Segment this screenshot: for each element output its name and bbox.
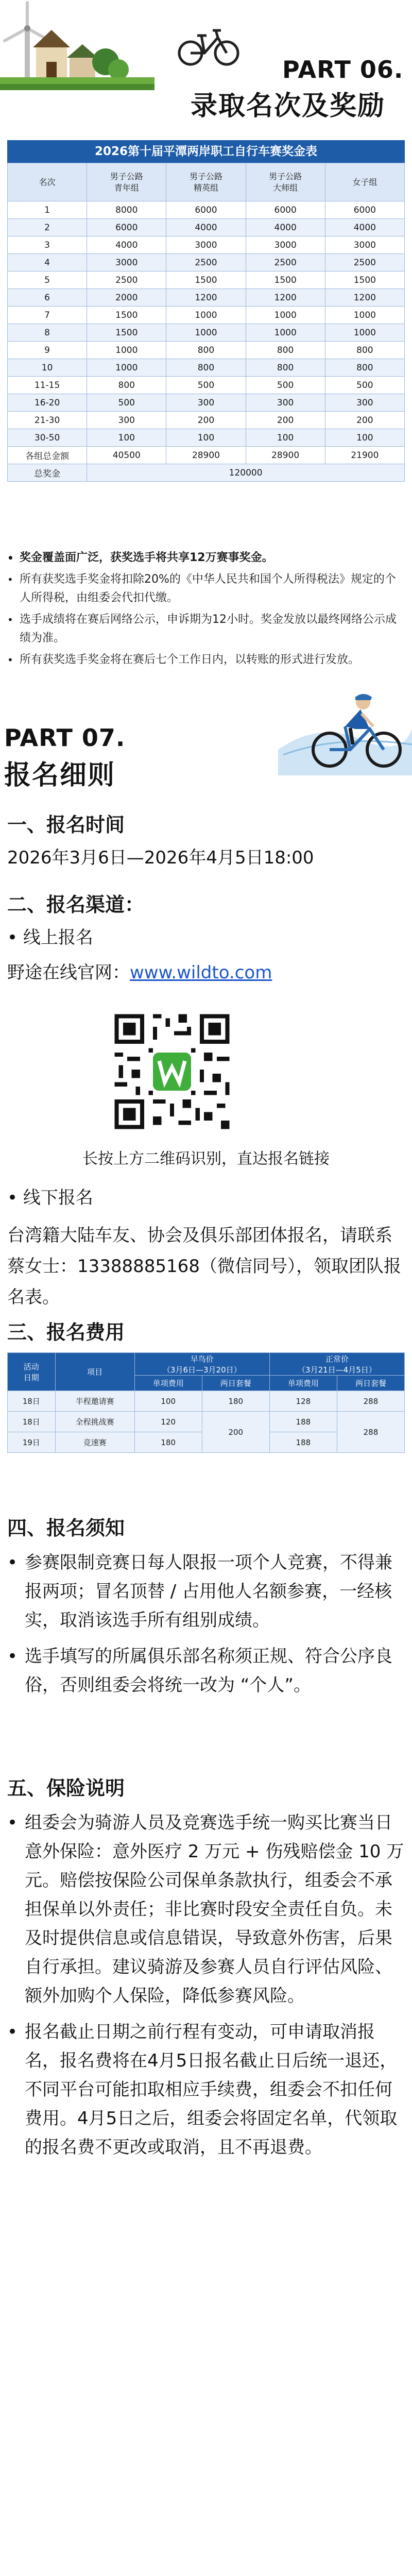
prize-amount-cell: 8000: [87, 201, 166, 219]
prize-rank-cell: 10: [8, 359, 87, 377]
prize-amount-cell: 4000: [87, 236, 166, 254]
prize-amount-cell: 300: [325, 394, 404, 412]
prize-amount-cell: 1000: [87, 359, 166, 377]
prize-amount-cell: 100: [325, 429, 404, 447]
reg-offline-label: • 线下报名: [7, 1188, 93, 1208]
fee-cell: 竞速赛: [55, 1432, 134, 1453]
reg-channel-title: 二、报名渠道：: [7, 893, 145, 916]
note-text: 所有获奖选手奖金将扣除20%的《中华人民共和国个人所得税法》规定的个人所得税，由组委会代扣代缴。: [20, 573, 396, 604]
windmill-house-illustration: [0, 0, 154, 90]
prize-head-cell: 男子公路 大师组: [246, 163, 325, 201]
prize-table-caption: 2026第十届平潭两岸职工自行车赛奖金表: [7, 140, 405, 163]
list-item: [7, 651, 405, 669]
prize-rank-cell: 5: [8, 272, 87, 289]
prize-table: [7, 140, 405, 482]
fee-cell: 18日: [8, 1391, 56, 1412]
prize-amount-cell: 200: [166, 412, 246, 429]
table-row: [8, 254, 405, 272]
fee-head-normal-combo: 两日套餐: [337, 1376, 404, 1391]
prize-head-cell: 女子组: [325, 163, 404, 201]
prize-amount-cell: 1000: [166, 307, 246, 324]
prize-amount-cell: 2500: [246, 254, 325, 272]
reg-notice-title: 四、报名须知: [7, 1517, 125, 1539]
prize-amount-cell: 1200: [246, 289, 325, 307]
bullet-icon: •: [7, 552, 14, 564]
prize-amount-cell: 100: [246, 429, 325, 447]
table-row: [8, 359, 405, 377]
prize-amount-cell: 200: [325, 412, 404, 429]
prize-amount-cell: 1500: [87, 307, 166, 324]
prize-amount-cell: 1000: [246, 324, 325, 342]
fee-cell: 半程邀请赛: [55, 1391, 134, 1412]
list-item: [7, 1808, 405, 2010]
fee-cell: 180: [134, 1432, 202, 1453]
fee-table: [7, 1352, 405, 1453]
part06-title: 录取名次及奖励: [191, 91, 386, 122]
table-row: [8, 272, 405, 289]
reg-time-title: 一、报名时间: [7, 814, 125, 836]
prize-amount-cell: 1500: [325, 272, 404, 289]
list-item: [7, 611, 405, 648]
part07-label: PART 07.: [4, 724, 126, 752]
prize-rank-cell: 7: [8, 307, 87, 324]
prize-amount-cell: 3000: [87, 254, 166, 272]
fee-cell: 188: [269, 1432, 337, 1453]
prize-rank-cell: 16-20: [8, 394, 87, 412]
bullet-icon: •: [7, 614, 13, 626]
table-row: [8, 201, 405, 219]
bullet-icon: •: [7, 1812, 18, 1833]
reg-online-label: • 线上报名: [7, 927, 93, 948]
note-text: 选手成绩将在赛后网络公示，申诉期为12小时。奖金发放以最终网络公示成绩为准。: [20, 613, 397, 645]
list-item: [7, 549, 405, 567]
reg-fee-title: 三、报名费用: [7, 1321, 125, 1344]
prize-amount-cell: 21900: [325, 447, 404, 464]
qr-code-image[interactable]: [110, 1010, 234, 1133]
prize-amount-cell: 200: [246, 412, 325, 429]
bullet-icon: •: [7, 573, 13, 586]
qr-hint: 长按上方二维码识别，直达报名链接: [82, 1150, 330, 1168]
prize-amount-cell: 4000: [325, 219, 404, 236]
reg-offline-text: 台湾籍大陆车友、协会及俱乐部团体报名，请联系蔡女士：13388885168（微信同号），领取团队报名表。: [7, 1225, 401, 1308]
fee-cell: 120: [134, 1412, 202, 1432]
prize-amount-cell: 500: [166, 377, 246, 394]
prize-amount-cell: 3000: [325, 236, 404, 254]
prize-amount-cell: 100: [166, 429, 246, 447]
prize-amount-cell: 2500: [87, 272, 166, 289]
prize-rank-cell: 6: [8, 289, 87, 307]
bullet-icon: •: [7, 1646, 18, 1667]
prize-amount-cell: 300: [166, 394, 246, 412]
insurance-title: 五、保险说明: [7, 1777, 125, 1800]
reg-time-text: 2026年3月6日—2026年4月5日18:00: [7, 848, 314, 868]
table-row: [8, 394, 405, 412]
fee-cell: 19日: [8, 1432, 56, 1453]
fee-cell: 180: [202, 1391, 269, 1412]
prize-amount-cell: 3000: [246, 236, 325, 254]
prize-amount-cell: 500: [325, 377, 404, 394]
prize-amount-cell: 300: [246, 394, 325, 412]
table-row: [8, 219, 405, 236]
fee-head-normal: 正常价 （3月21日—4月5日）: [269, 1353, 404, 1376]
prize-amount-cell: 1000: [166, 324, 246, 342]
list-item: [7, 2018, 405, 2162]
prize-amount-cell: 3000: [166, 236, 246, 254]
prize-amount-cell: 1000: [325, 307, 404, 324]
bullet-icon: •: [7, 2022, 18, 2042]
prize-amount-cell: 100: [87, 429, 166, 447]
list-item: [7, 570, 405, 607]
prize-total-label: 总奖金: [8, 464, 87, 482]
prize-amount-cell: 1000: [87, 342, 166, 359]
prize-amount-cell: 1000: [246, 307, 325, 324]
prize-amount-cell: 300: [87, 412, 166, 429]
list-item: [7, 1548, 405, 1635]
list-item-text: 参赛限制竞赛日每人限报一项个人竞赛，不得兼报两项；冒名顶替 / 占用他人名额参赛，一经核实，取消该选手所有组别成绩。: [25, 1552, 392, 1631]
table-row: [8, 324, 405, 342]
fee-cell: 100: [134, 1391, 202, 1412]
prize-amount-cell: 800: [87, 377, 166, 394]
prize-notes: [7, 549, 405, 672]
prize-head-cell: 男子公路 青年组: [87, 163, 166, 201]
fee-cell: 全程挑战赛: [55, 1412, 134, 1432]
fee-head-early-combo: 两日套餐: [202, 1376, 269, 1391]
table-row: [8, 377, 405, 394]
table-row: [8, 342, 405, 359]
prize-amount-cell: 2500: [166, 254, 246, 272]
prize-amount-cell: 800: [166, 342, 246, 359]
road-cyclist-illustration: [278, 672, 412, 775]
fee-head-normal-single: 单项费用: [269, 1376, 337, 1391]
fee-cell: 18日: [8, 1412, 56, 1432]
prize-amount-cell: 1200: [166, 289, 246, 307]
fee-cell: 188: [269, 1412, 337, 1432]
reg-site-prefix: 野途在线官网：: [7, 962, 130, 983]
reg-notice-list: [7, 1548, 405, 1707]
prize-amount-cell: 1500: [166, 272, 246, 289]
fee-cell: 288: [337, 1412, 404, 1453]
prize-amount-cell: 4000: [166, 219, 246, 236]
prize-head-cell: 名次: [8, 163, 87, 201]
prize-rank-cell: 各组总金额: [8, 447, 87, 464]
bullet-icon: •: [7, 654, 13, 666]
list-item: [7, 1642, 405, 1700]
note-text: 奖金覆盖面广泛，获奖选手将共享12万赛事奖金。: [20, 551, 273, 564]
prize-amount-cell: 800: [246, 359, 325, 377]
prize-amount-cell: 2500: [325, 254, 404, 272]
fee-cell: 200: [202, 1412, 269, 1453]
prize-amount-cell: 1200: [325, 289, 404, 307]
table-row: [8, 236, 405, 254]
fee-cell: 288: [337, 1391, 404, 1412]
table-row: [8, 447, 405, 464]
prize-amount-cell: 2000: [87, 289, 166, 307]
prize-amount-cell: 6000: [325, 201, 404, 219]
prize-total-value: 120000: [87, 464, 405, 482]
fee-head-early: 早鸟价 （3月6日—3月20日）: [134, 1353, 269, 1376]
prize-amount-cell: 1500: [87, 324, 166, 342]
prize-head-cell: 男子公路 精英组: [166, 163, 246, 201]
prize-rank-cell: 2: [8, 219, 87, 236]
prize-rank-cell: 11-15: [8, 377, 87, 394]
list-item-text: 选手填写的所属俱乐部名称须正规、符合公序良俗，否则组委会将统一改为 “个人”。: [25, 1646, 392, 1696]
bullet-icon: •: [7, 1552, 18, 1573]
table-row: [8, 307, 405, 324]
prize-amount-cell: 1000: [325, 324, 404, 342]
list-item-text: 报名截止日期之前行程有变动，可申请取消报名，报名费将在4月5日报名截止日后统一退还，不同平台可能扣取相应手续费，组委会不扣任何费用。4月5日之后，组委会将固定名单，代领取的报名费不更改或取消，且不再退费。: [25, 2022, 398, 2158]
fee-head-early-single: 单项费用: [134, 1376, 202, 1391]
prize-amount-cell: 800: [325, 359, 404, 377]
prize-rank-cell: 9: [8, 342, 87, 359]
prize-amount-cell: 800: [325, 342, 404, 359]
prize-amount-cell: 40500: [87, 447, 166, 464]
insurance-list: [7, 1808, 405, 2169]
reg-site-link[interactable]: www.wildto.com: [130, 962, 272, 983]
prize-amount-cell: 500: [246, 377, 325, 394]
prize-amount-cell: 800: [246, 342, 325, 359]
fee-cell: 128: [269, 1391, 337, 1412]
cyclist-icon: [178, 18, 239, 67]
prize-amount-cell: 28900: [246, 447, 325, 464]
table-row: [8, 289, 405, 307]
list-item-text: 组委会为骑游人员及竞赛选手统一购买比赛当日意外保险：意外医疗 2 万元 + 伤残赔偿金 10 万元。赔偿按保险公司保单条款执行，组委会不承担保单以外责任；非比赛时段安全责任自负。未及时提供信息或信息错误，导致意外伤害，后果自行承担。建议骑游及参赛人员自行评估风险、额外加购个人保险，降低参赛风险。: [25, 1812, 404, 2006]
table-row: [8, 464, 405, 482]
prize-rank-cell: 3: [8, 236, 87, 254]
part07-title: 报名细则: [4, 760, 116, 791]
prize-amount-cell: 28900: [166, 447, 246, 464]
prize-amount-cell: 6000: [246, 201, 325, 219]
prize-rank-cell: 4: [8, 254, 87, 272]
table-row: [8, 412, 405, 429]
fee-head-item: 项目: [55, 1353, 134, 1391]
prize-rank-cell: 8: [8, 324, 87, 342]
reg-site-line: [7, 960, 405, 986]
table-row: [8, 429, 405, 447]
prize-rank-cell: 30-50: [8, 429, 87, 447]
prize-rank-cell: 21-30: [8, 412, 87, 429]
prize-rank-cell: 1: [8, 201, 87, 219]
prize-amount-cell: 800: [166, 359, 246, 377]
prize-amount-cell: 6000: [87, 219, 166, 236]
prize-amount-cell: 4000: [246, 219, 325, 236]
prize-amount-cell: 6000: [166, 201, 246, 219]
fee-head-date: 活动 日期: [8, 1353, 56, 1391]
prize-amount-cell: 1500: [246, 272, 325, 289]
note-text: 所有获奖选手奖金将在赛后七个工作日内，以转账的形式进行发放。: [20, 653, 360, 666]
part06-label: PART 06.: [282, 56, 404, 83]
prize-amount-cell: 500: [87, 394, 166, 412]
